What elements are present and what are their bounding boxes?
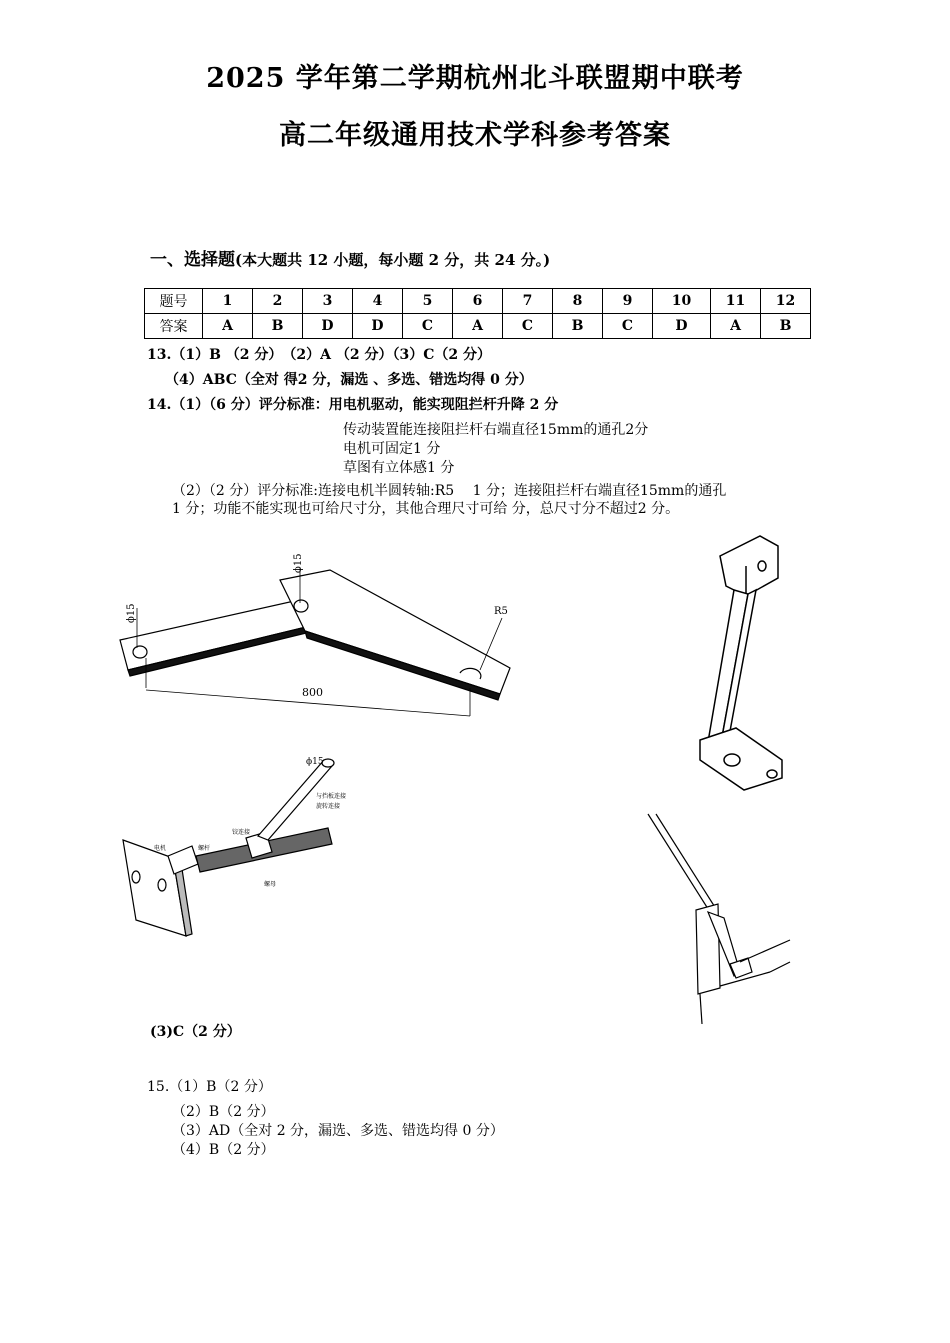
motor-screw-drawing xyxy=(118,752,348,942)
answer-cell: B xyxy=(253,314,303,339)
nut-label: 螺母 xyxy=(264,881,277,888)
q15-line3: （3）AD（全对 2 分，漏选、多选、错选均得 0 分） xyxy=(172,1123,504,1139)
answer-cell: A xyxy=(453,314,503,339)
question-number: 6 xyxy=(453,289,503,314)
document-subtitle: 高二年级通用技术学科参考答案 xyxy=(279,120,671,151)
rotate-label: 旋转连接 xyxy=(316,803,341,810)
document-title: 2025 学年第二学期杭州北斗联盟期中联考 xyxy=(206,63,744,94)
q13-line2: （4）ABC（全对 得2 分，漏选 、多选、错选均得 0 分） xyxy=(165,372,533,388)
mount-view-drawing xyxy=(640,812,800,1026)
row-header: 题号 xyxy=(145,289,203,314)
motor-label: 电机 xyxy=(154,845,167,852)
question-number: 7 xyxy=(503,289,553,314)
section-title: 一、选择题 xyxy=(150,250,235,270)
link-rod xyxy=(258,760,332,840)
dim-left-label: ϕ15 xyxy=(126,603,137,623)
question-number: 11 xyxy=(711,289,761,314)
dim-right-label: R5 xyxy=(494,606,508,617)
section-heading xyxy=(150,245,550,270)
question-number: 3 xyxy=(303,289,353,314)
table-row xyxy=(145,314,811,339)
dim-top-label: ϕ15 xyxy=(306,757,324,767)
section-note: (本大题共 12 小题，每小题 2 分，共 24 分。) xyxy=(235,251,551,269)
q14-line3: 电机可固定1 分 xyxy=(343,441,441,457)
answer-cell: B xyxy=(553,314,603,339)
hole-left xyxy=(133,646,147,658)
question-number: 5 xyxy=(403,289,453,314)
q14-line4: 草图有立体感1 分 xyxy=(343,460,455,476)
answer-cell: C xyxy=(503,314,553,339)
question-number: 8 xyxy=(553,289,603,314)
answer-cell: C xyxy=(603,314,653,339)
row-header: 答案 xyxy=(145,314,203,339)
q14-line6: 1 分；功能不能实现也可给尺寸分，其他合理尺寸可给 分，总尺寸分不超过2 分。 xyxy=(172,501,680,517)
question-number: 4 xyxy=(353,289,403,314)
question-number: 12 xyxy=(761,289,811,314)
hinge-label: 铰连接 xyxy=(232,829,251,836)
arm-foot xyxy=(700,728,782,790)
question-number: 1 xyxy=(203,289,253,314)
screw-label: 螺杆 xyxy=(198,845,211,852)
question-number: 9 xyxy=(603,289,653,314)
answer-cell: A xyxy=(203,314,253,339)
bent-bar-drawing xyxy=(110,548,530,718)
motor-body xyxy=(168,846,198,874)
answer-cell: D xyxy=(353,314,403,339)
hole-middle xyxy=(294,600,308,612)
q14-line5: （2）（2 分）评分标准:连接电机半圆转轴:R5 1 分；连接阻拦杆右端直径15mm的通孔 xyxy=(172,483,727,499)
crank-arm-drawing xyxy=(686,528,796,796)
dim-length-label: 800 xyxy=(302,686,323,699)
q13-line1: 13.（1）B （2 分） （2）A （2 分）（3）C（2 分） xyxy=(147,347,492,363)
q15-line1: 15.（1）B（2 分） xyxy=(147,1079,272,1095)
clevis-block xyxy=(720,536,778,596)
link-label: 与挡板连接 xyxy=(316,793,347,800)
answer-cell: C xyxy=(403,314,453,339)
answer-cell: D xyxy=(653,314,711,339)
answer-table xyxy=(144,288,811,339)
q14-line1: 14.（1）（6 分）评分标准：用电机驱动，能实现阻拦杆升降 2 分 xyxy=(147,397,559,413)
q14-part3: (3)C（2 分） xyxy=(150,1024,241,1040)
question-number: 2 xyxy=(253,289,303,314)
q14-line2: 传动装置能连接阻拦杆右端直径15mm的通孔2分 xyxy=(343,422,649,438)
answer-cell: A xyxy=(711,314,761,339)
dim-mid-label: ϕ15 xyxy=(293,553,304,573)
question-number: 10 xyxy=(653,289,711,314)
q15-line4: （4）B（2 分） xyxy=(172,1142,275,1158)
q15-line2: （2）B（2 分） xyxy=(172,1104,275,1120)
answer-cell: D xyxy=(303,314,353,339)
table-row xyxy=(145,289,811,314)
answer-cell: B xyxy=(761,314,811,339)
